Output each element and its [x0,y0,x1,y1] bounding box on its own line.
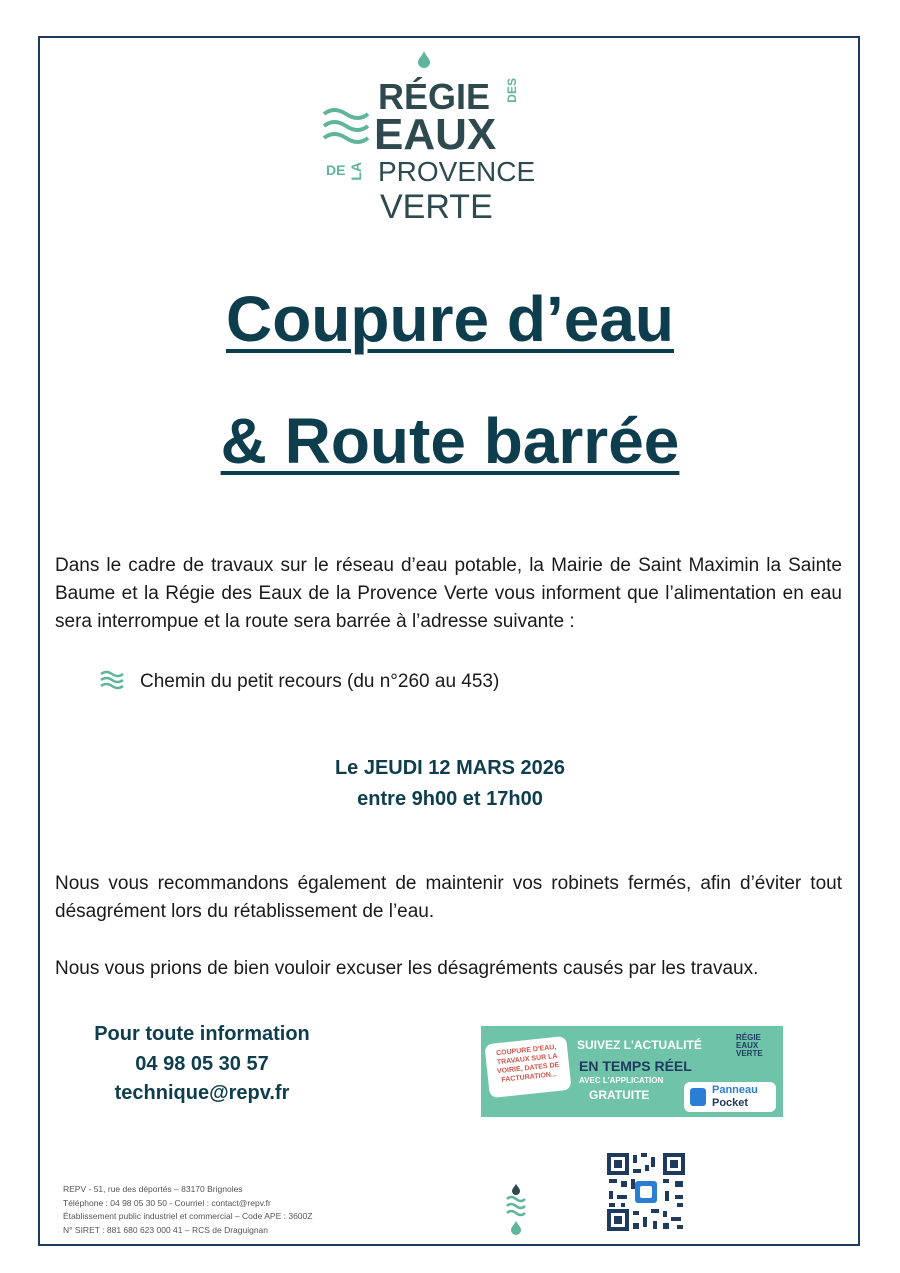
footer-siret: N° SIRET : 881 680 623 000 41 – RCS de Draguignan [63,1224,269,1235]
contact-phone[interactable]: 04 98 05 30 57 [135,1053,269,1075]
logo-de: DE [326,162,346,178]
footer-contact: Téléphone : 04 98 05 30 50 - Courriel : contact@repv.fr [63,1197,271,1208]
logo-des: DES [505,78,519,103]
banner-line-2: EN TEMPS RÉEL [579,1058,692,1074]
banner-line-1: SUIVEZ L'ACTUALITÉ [577,1038,702,1052]
logo-provence: PROVENCE [378,156,536,187]
footer-address: REPV - 51, rue des déportés – 83170 Brignoles [63,1184,243,1194]
intro-paragraph: Dans le cadre de travaux sur le réseau d’eau potable, la Mairie de Saint Maximin la Sainte Baume et la Régie des Eaux de la Provence Verte vous informent que l’alimentation en eau sera interrompue et la route sera barrée à l’adresse suivante : [55,555,842,632]
app-name-2: Pocket [712,1097,749,1109]
apology-paragraph: Nous vous prions de bien vouloir excuser les désagréments causés par les travaux. [55,958,759,979]
contact-heading: Pour toute information [94,1023,310,1045]
logo-la: LA [348,162,364,181]
footer [63,1183,312,1237]
recommendation-paragraph: Nous vous recommandons également de maintenir vos robinets fermés, afin d’éviter tout désagrément lors du rétablissement de l’eau. [55,873,842,922]
title-line-1: Coupure d’eau [225,283,675,355]
logo-eaux: EAUX [374,110,497,159]
address-text: Chemin du petit recours (du n°260 au 453) [140,671,500,692]
logo-verte: VERTE [380,188,493,226]
panneau-pocket-badge [684,1082,776,1112]
footer-status: Établissement public industriel et commercial – Code APE : 3600Z [63,1211,313,1221]
panneau-pocket-banner[interactable] [481,1026,783,1117]
waves-bullet-icon [100,670,124,690]
logo-regie: RÉGIE [378,76,491,117]
water-drop-icon [417,50,431,68]
contact-email[interactable]: technique@repv.fr [114,1082,290,1104]
date-day: Le JEUDI 12 MARS 2026 [334,757,566,779]
logo [322,52,536,227]
banner-line-4: GRATUITE [589,1088,650,1102]
waves-icon [322,106,370,154]
banner-tag: COUPURE D'EAU, TRAVAUX SUR LA VOIRIE, DATES DE FACTURATION... [484,1036,571,1098]
banner-line-3: AVEC L'APPLICATION [579,1076,664,1085]
title-line-2: & Route barrée [220,405,680,477]
panneau-pocket-icon [690,1088,706,1106]
qr-code[interactable] [605,1151,687,1233]
footer-waves-drop-icon [505,1183,527,1235]
app-name-1: Panneau [712,1084,758,1096]
date-hours: entre 9h00 et 17h00 [357,788,543,810]
banner-mini-logo: RÉGIE EAUX VERTE [736,1033,763,1058]
